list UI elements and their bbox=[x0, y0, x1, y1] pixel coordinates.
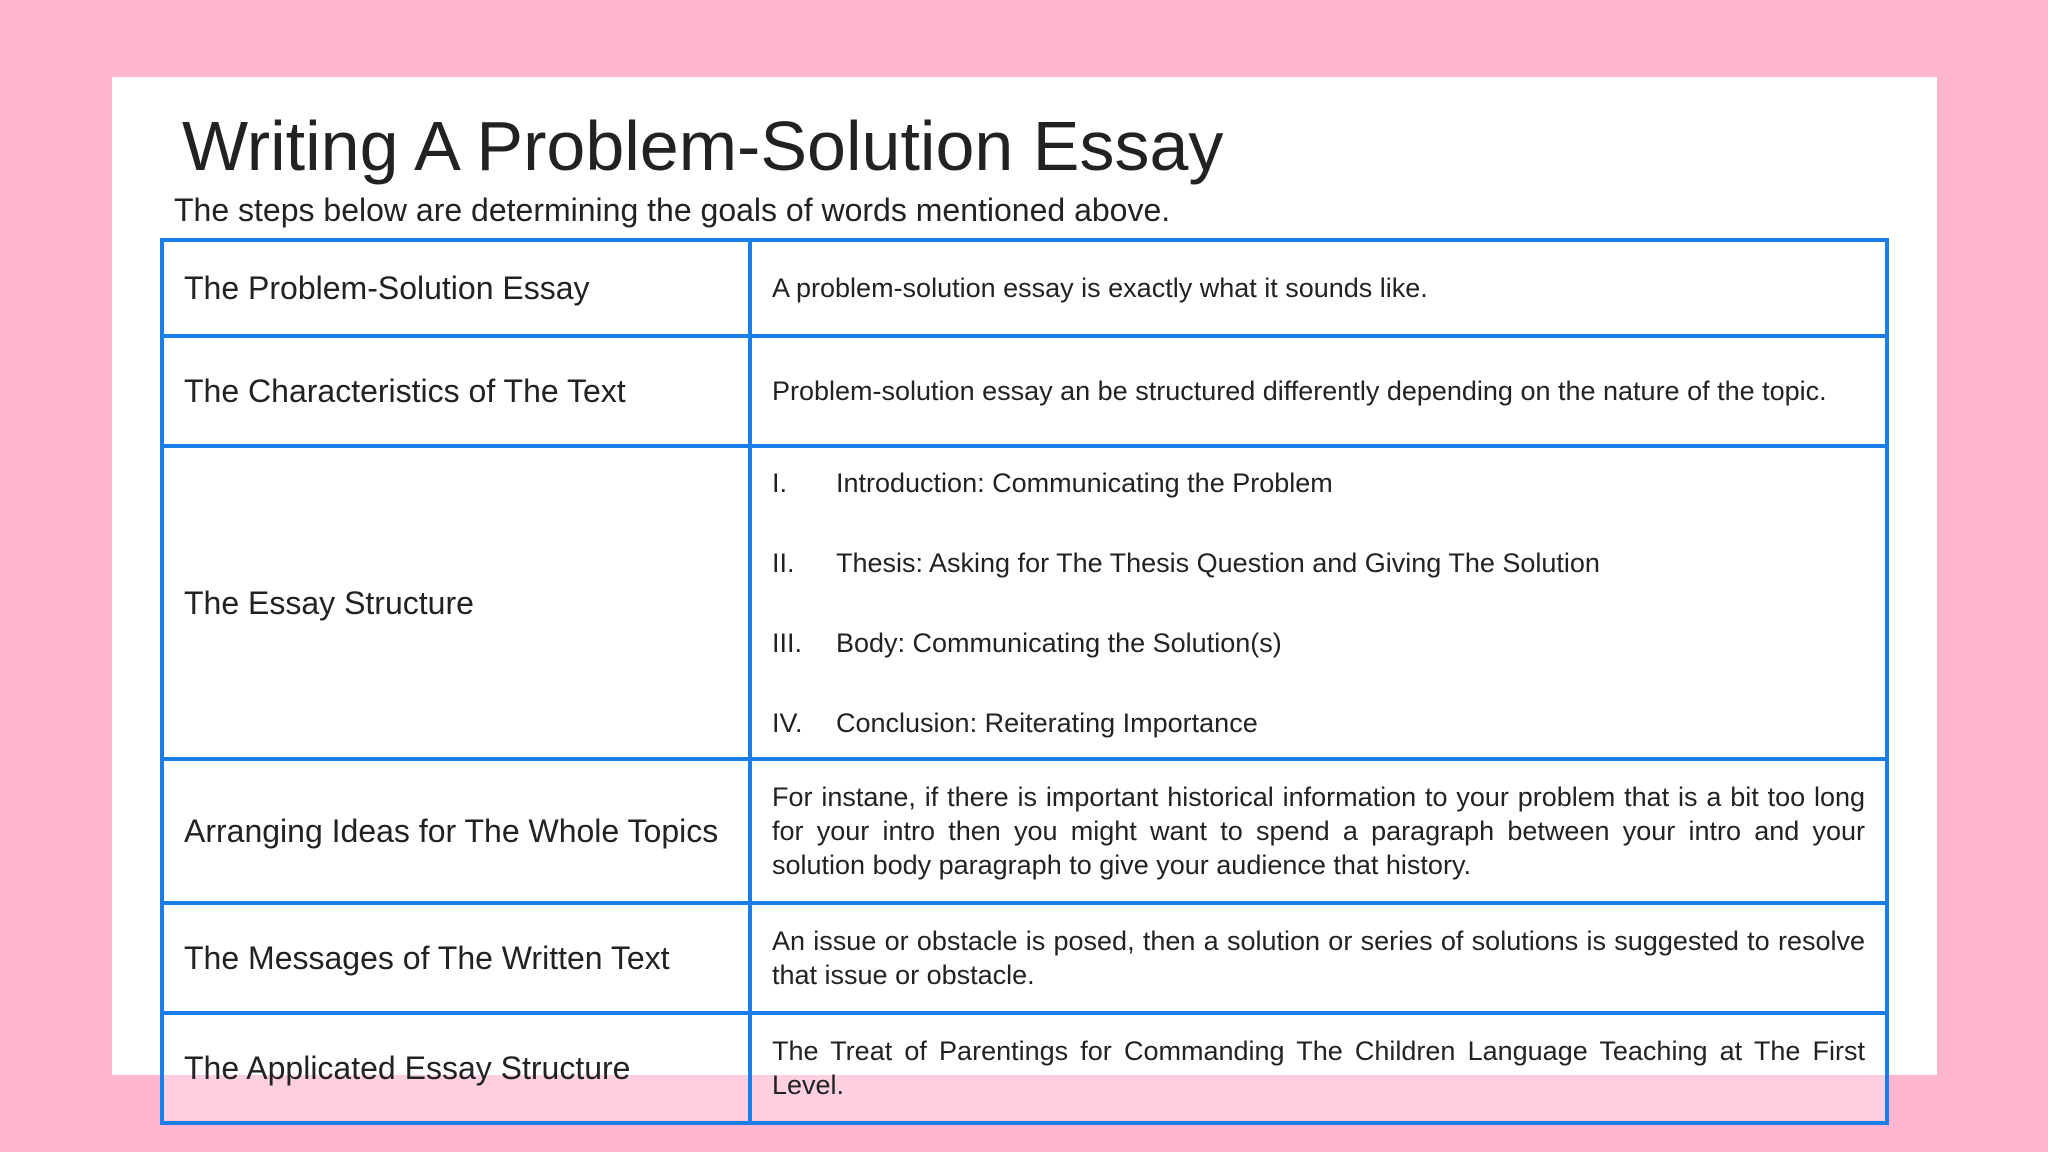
table-row bbox=[162, 446, 1887, 759]
structure-list-cell bbox=[750, 446, 1887, 759]
list-item-text: Body: Communicating the Solution(s) bbox=[836, 627, 1282, 658]
essay-structure-list bbox=[772, 460, 1865, 746]
list-item-text: Thesis: Asking for The Thesis Question and Giving The Solution bbox=[836, 547, 1600, 578]
table-row bbox=[162, 240, 1887, 336]
list-numeral: III. bbox=[772, 627, 803, 658]
list-numeral: II. bbox=[772, 547, 795, 578]
essay-table bbox=[160, 238, 1889, 1125]
table-row bbox=[162, 903, 1887, 1013]
table-row bbox=[162, 1013, 1887, 1123]
row-description: For instane, if there is important historical information to your problem that is a bit too long for your intro then you might want to spend a paragraph between your intro and your solution body paragraph to give your audience that history. bbox=[750, 759, 1887, 903]
row-description: An issue or obstacle is posed, then a solution or series of solutions is suggested to resolve that issue or obstacle. bbox=[750, 903, 1887, 1013]
table-row bbox=[162, 759, 1887, 903]
row-label: Arranging Ideas for The Whole Topics bbox=[162, 759, 750, 903]
table-row bbox=[162, 336, 1887, 446]
list-item bbox=[772, 466, 1865, 500]
page-subtitle: The steps below are determining the goals of words mentioned above. bbox=[174, 192, 1171, 228]
list-item-text: Conclusion: Reiterating Importance bbox=[836, 707, 1258, 738]
list-item bbox=[772, 546, 1865, 580]
row-description: A problem-solution essay is exactly what it sounds like. bbox=[750, 240, 1887, 336]
row-label: The Problem-Solution Essay bbox=[162, 240, 750, 336]
page-title: Writing A Problem-Solution Essay bbox=[182, 107, 1224, 185]
row-label: The Characteristics of The Text bbox=[162, 336, 750, 446]
row-description: The Treat of Parentings for Commanding The Children Language Teaching at The First Level. bbox=[750, 1013, 1887, 1123]
row-label: The Applicated Essay Structure bbox=[162, 1013, 750, 1123]
list-numeral: IV. bbox=[772, 707, 803, 738]
row-label: The Messages of The Written Text bbox=[162, 903, 750, 1013]
row-label: The Essay Structure bbox=[162, 446, 750, 759]
list-item bbox=[772, 706, 1865, 740]
list-item-text: Introduction: Communicating the Problem bbox=[836, 467, 1333, 498]
list-item bbox=[772, 626, 1865, 660]
row-description: Problem-solution essay an be structured differently depending on the nature of the topic. bbox=[750, 336, 1887, 446]
list-numeral: I. bbox=[772, 467, 788, 498]
